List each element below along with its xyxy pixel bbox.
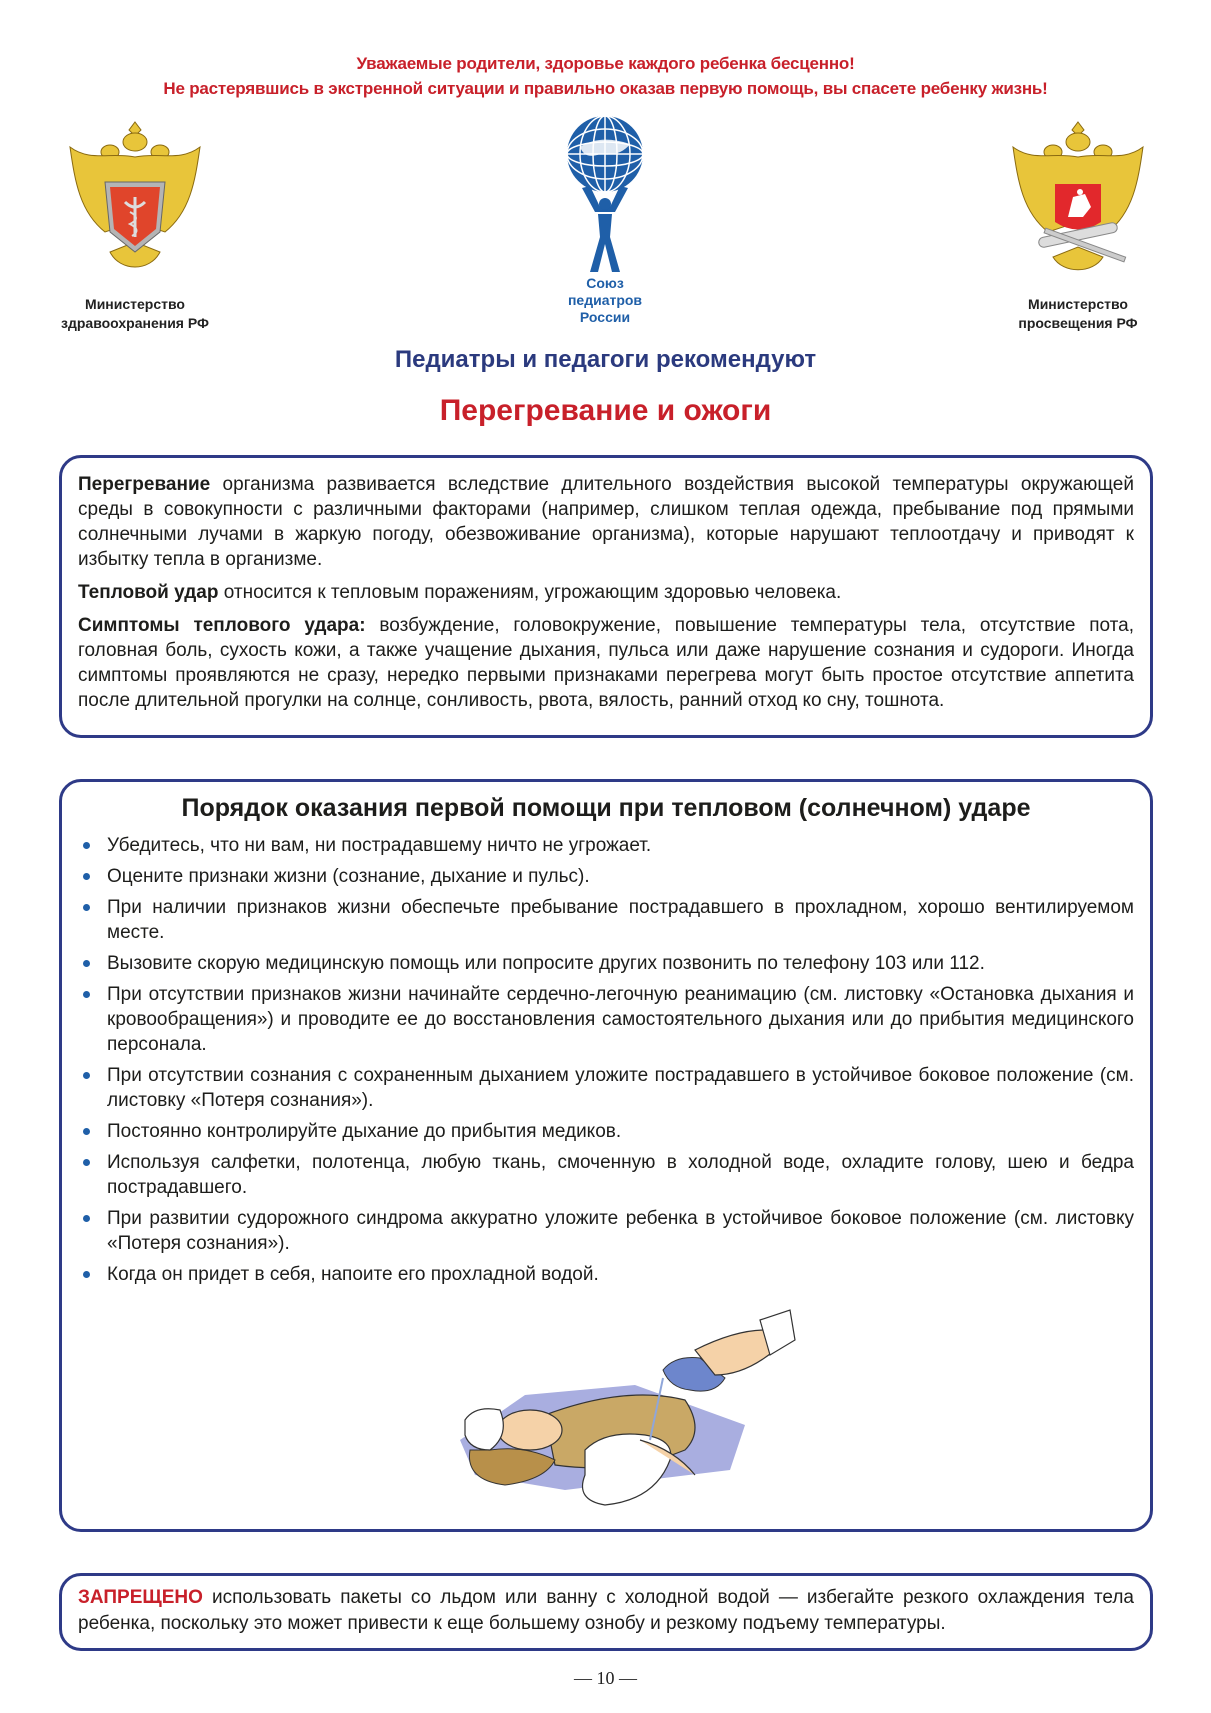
list-item bbox=[78, 1262, 1134, 1287]
ministry-health-label-1: Министерство bbox=[85, 296, 185, 312]
bullet-icon bbox=[83, 1271, 90, 1278]
heatstroke-definition bbox=[78, 580, 1134, 605]
step-text: При отсутствии признаков жизни начинайте сердечно-легочную реанимацию (см. листовку «Остановка дыхания и кровообращения») и проводите ее до восстановления самостоятельного дыхания или до прибытия медицинского персонала. bbox=[107, 984, 1134, 1055]
list-item bbox=[78, 982, 1134, 1057]
warning-box bbox=[59, 1573, 1153, 1651]
ministry-health-block bbox=[50, 112, 220, 333]
forbidden-label: ЗАПРЕЩЕНО bbox=[78, 1587, 203, 1608]
list-item bbox=[78, 1150, 1134, 1200]
warning-text bbox=[78, 1585, 1134, 1637]
list-item bbox=[78, 864, 1134, 889]
overheating-definition bbox=[78, 472, 1134, 572]
list-item bbox=[78, 1206, 1134, 1256]
list-item bbox=[78, 895, 1134, 945]
heatstroke-term: Тепловой удар bbox=[78, 582, 219, 603]
union-pediatricians-block bbox=[540, 112, 670, 326]
first-aid-steps-list bbox=[78, 833, 1134, 1287]
bullet-icon bbox=[83, 1215, 90, 1222]
page-title: Перегревание и ожоги bbox=[439, 394, 772, 427]
bullet-icon bbox=[83, 1159, 90, 1166]
bullet-icon bbox=[83, 1128, 90, 1135]
step-text: Когда он придет в себя, напоите его прохладной водой. bbox=[107, 1264, 599, 1285]
union-label-3: России bbox=[579, 309, 631, 325]
list-item bbox=[78, 951, 1134, 976]
list-item bbox=[78, 833, 1134, 858]
symptoms-text: возбуждение, головокружение, повышение температуры тела, отсутствие пота, головная боль, сухость кожи, а также учащение дыхания, пульса или даже нарушение сознания и судороги. Иногда симптомы проявляются не сразу, нередко первыми признаками перегрева могут быть простое отсутствие аппетита после длительной прогулки на солнце, сонливость, рвота, вялость, ранний отход ко сну, тошнота. bbox=[78, 615, 1135, 711]
bullet-icon bbox=[83, 842, 90, 849]
union-label-2: педиатров bbox=[567, 292, 643, 308]
heatstroke-text: относится к тепловым поражениям, угрожающим здоровью человека. bbox=[218, 582, 842, 603]
bullet-icon bbox=[83, 960, 90, 967]
union-label-1: Союз bbox=[586, 275, 624, 291]
cooling-child-illustration-icon bbox=[445, 1300, 805, 1525]
first-aid-title: Порядок оказания первой помощи при тепловом (солнечном) ударе bbox=[181, 794, 1031, 822]
step-text: Вызовите скорую медицинскую помощь или попросите других позвонить по телефону 103 или 112. bbox=[107, 953, 985, 974]
header-line-1: Уважаемые родители, здоровье каждого ребенка бесценно! bbox=[356, 54, 855, 73]
ministry-of-health-emblem-icon bbox=[50, 112, 220, 282]
ministry-education-label-1: Министерство bbox=[1028, 296, 1128, 312]
overheating-term: Перегревание bbox=[78, 474, 211, 495]
step-text: Постоянно контролируйте дыхание до прибытия медиков. bbox=[107, 1121, 622, 1142]
warning-body: использовать пакеты со льдом или ванну с холодной водой — избегайте резкого охлаждения тела ребенка, поскольку это может привести к еще большему ознобу и резкому подъему температуры. bbox=[78, 1587, 1134, 1634]
bullet-icon bbox=[83, 1072, 90, 1079]
union-of-pediatricians-logo-icon bbox=[540, 112, 670, 282]
symptoms-term: Симптомы теплового удара: bbox=[78, 615, 366, 636]
step-text: При отсутствии сознания с сохраненным дыханием уложите пострадавшего в устойчивое боковое положение (см. листовку «Потеря сознания»). bbox=[107, 1065, 1134, 1111]
page-number: — 10 — bbox=[574, 1668, 637, 1688]
bullet-icon bbox=[83, 873, 90, 880]
bullet-icon bbox=[83, 904, 90, 911]
step-text: Используя салфетки, полотенца, любую ткань, смоченную в холодной воде, охладите голову, шею и бедра пострадавшего. bbox=[107, 1152, 1134, 1198]
header-line-2: Не растерявшись в экстренной ситуации и правильно оказав первую помощь, вы спасете ребенку жизнь! bbox=[163, 79, 1048, 98]
step-text: При развитии судорожного синдрома аккуратно уложите ребенка в устойчивое боковое положение (см. листовку «Потеря сознания»). bbox=[107, 1208, 1134, 1254]
page-subtitle: Педиатры и педагоги рекомендуют bbox=[394, 346, 817, 373]
step-text: Убедитесь, что ни вам, ни пострадавшему ничто не угрожает. bbox=[107, 835, 652, 856]
ministry-education-label-2: просвещения РФ bbox=[1018, 315, 1138, 331]
ministry-of-education-emblem-icon bbox=[993, 112, 1163, 282]
overheating-text: организма развивается вследствие длительного воздействия высокой температуры окружающей среды в совокупности с различными факторами (например, слишком теплая одежда, пребывание под прямыми солнечными лучами в жаркую погоду, обезвоживание организма), которые нарушают теплоотдачу и приводят к избытку тепла в организме. bbox=[78, 474, 1134, 570]
step-text: При наличии признаков жизни обеспечьте пребывание пострадавшего в прохладном, хорошо вентилируемом месте. bbox=[107, 897, 1134, 943]
ministry-education-block bbox=[993, 112, 1163, 333]
overheating-info-box bbox=[59, 455, 1153, 738]
ministry-health-label-2: здравоохранения РФ bbox=[61, 315, 209, 331]
step-text: Оцените признаки жизни (сознание, дыхание и пульс). bbox=[107, 866, 590, 887]
bullet-icon bbox=[83, 991, 90, 998]
heatstroke-symptoms bbox=[78, 613, 1134, 713]
list-item bbox=[78, 1119, 1134, 1144]
list-item bbox=[78, 1063, 1134, 1113]
